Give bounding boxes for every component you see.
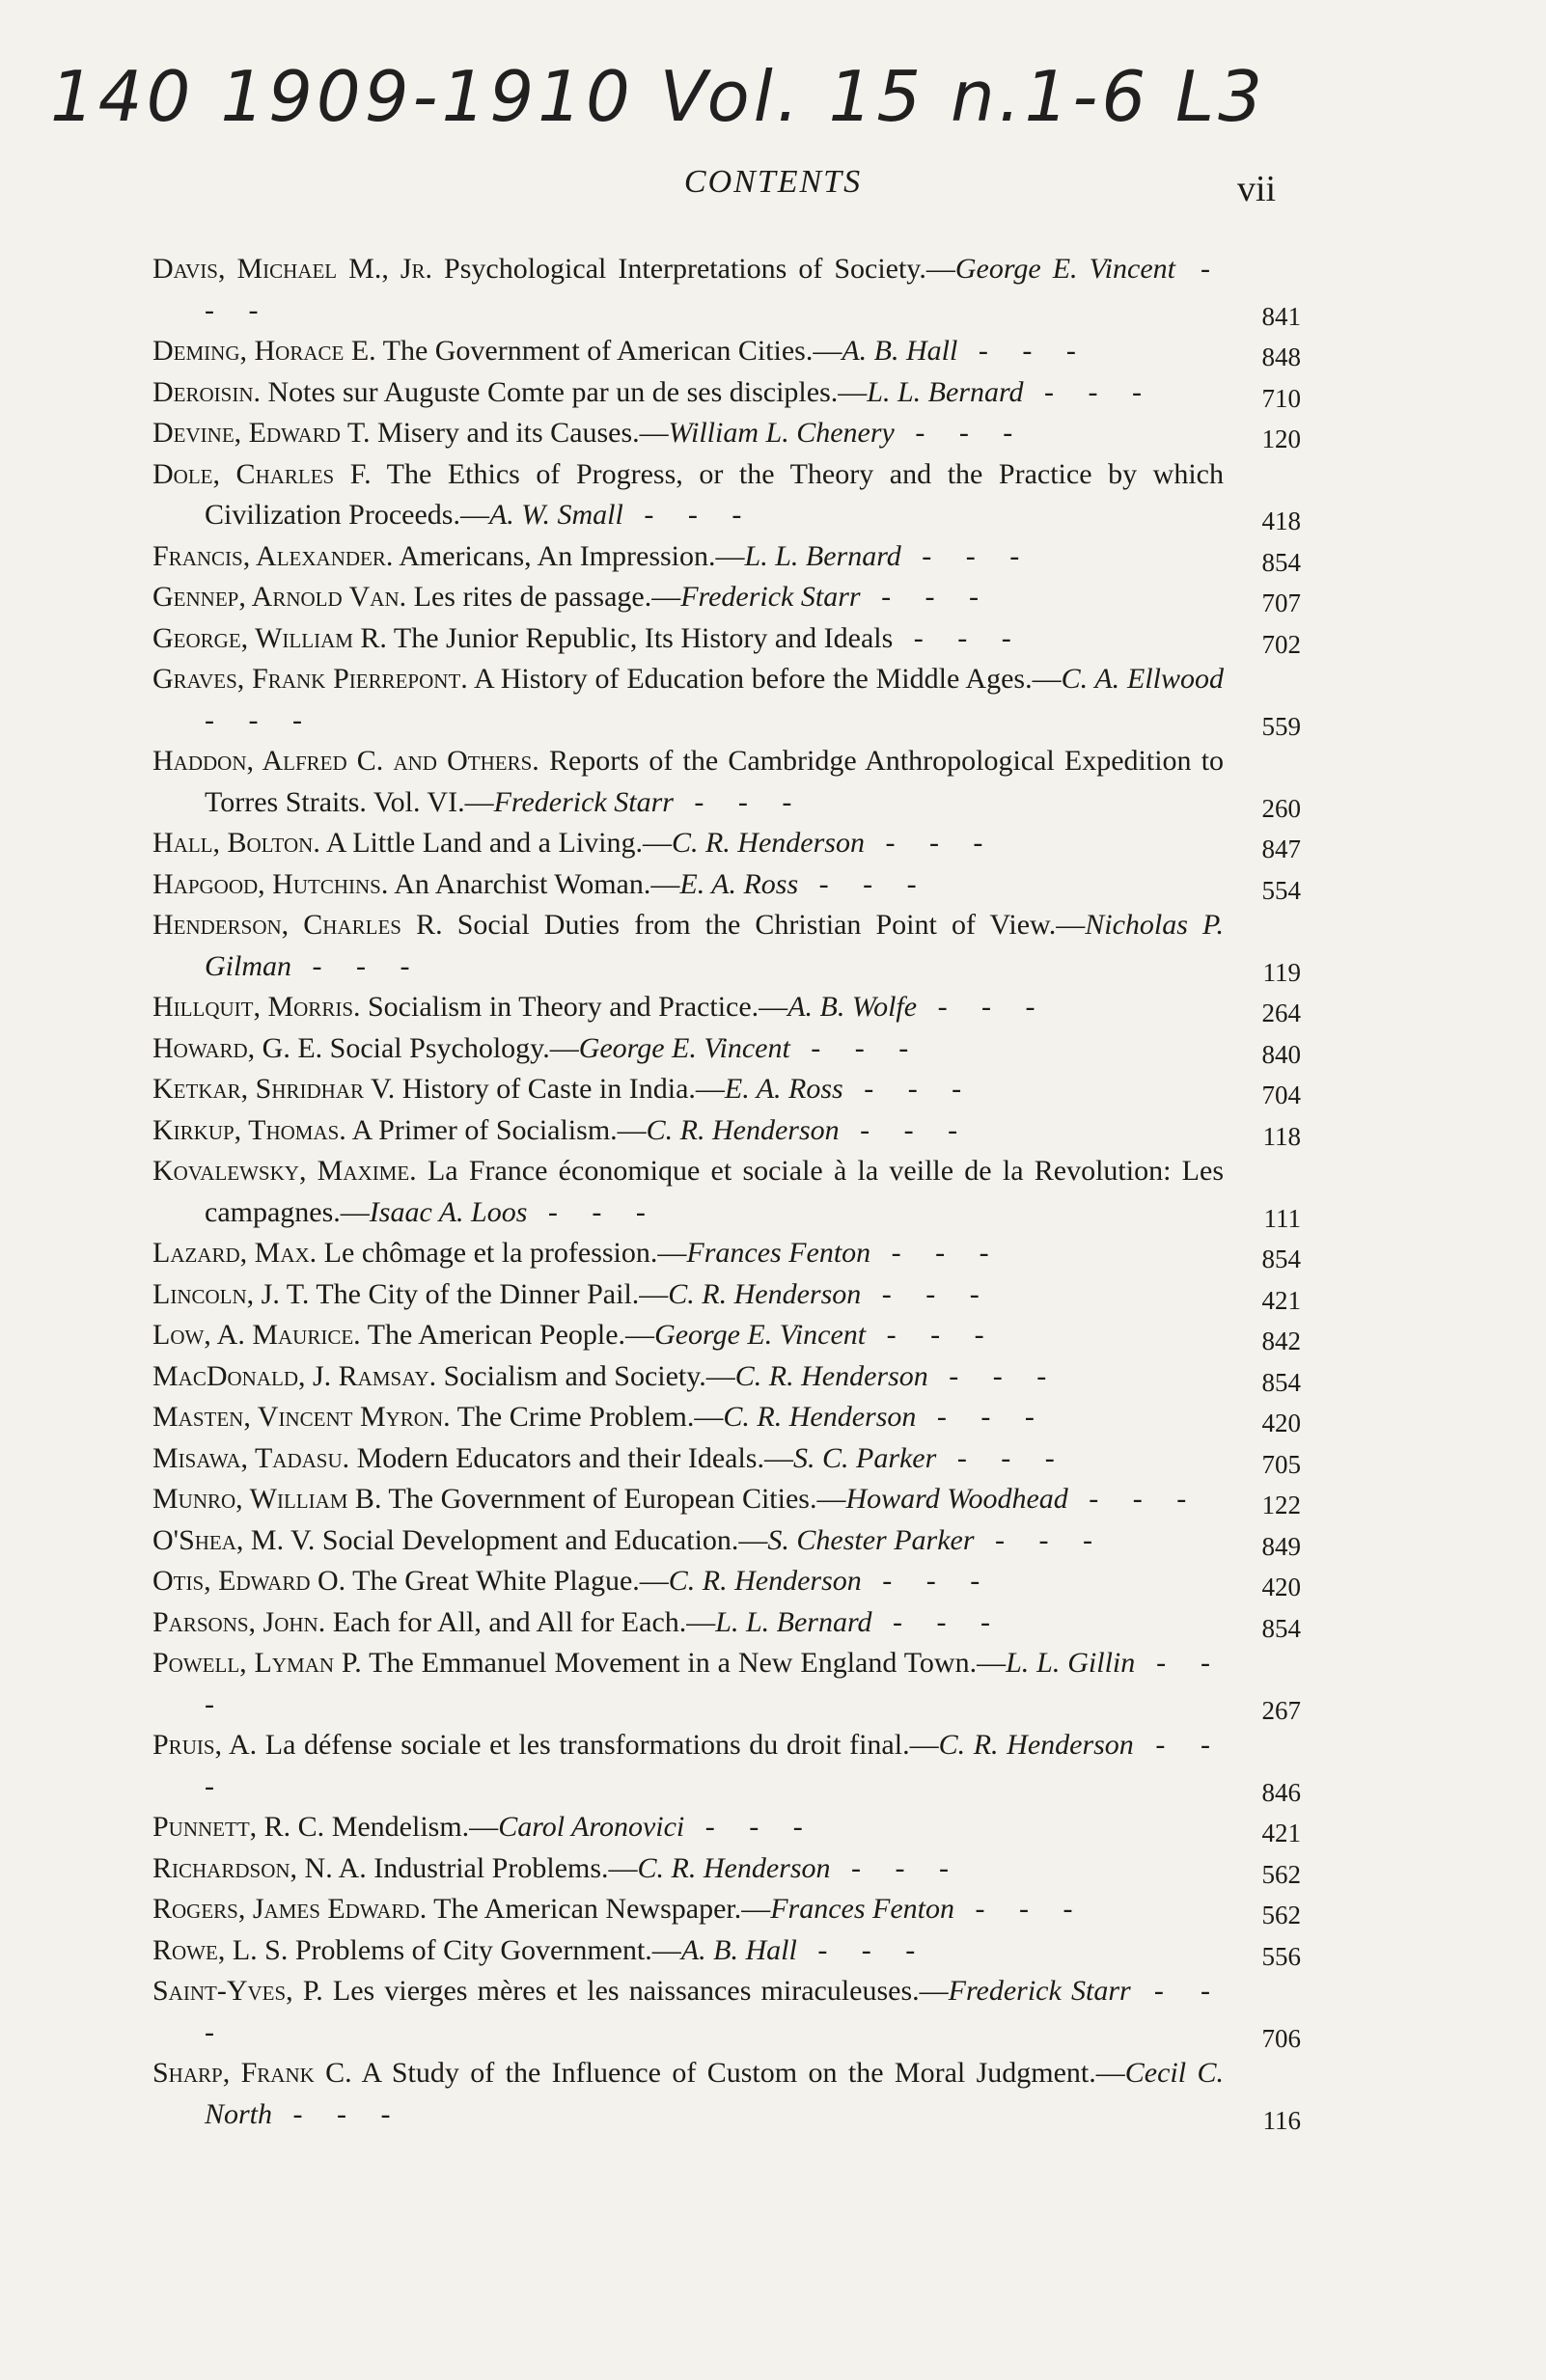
entry-title: An Anarchist Woman.—: [394, 867, 680, 900]
entry-reviewer: L. L. Bernard: [715, 1605, 872, 1638]
entry-page-number: 849: [1261, 1531, 1301, 1561]
entry-title: Social Psychology.—: [329, 1031, 579, 1064]
entry-title: Social Development and Education.—: [321, 1523, 768, 1556]
leader-dashes: - - -: [272, 2097, 404, 2130]
entry-title: The American Newspaper.—: [433, 1893, 771, 1925]
entry-title: The Government of American Cities.—: [382, 335, 842, 367]
entry-title: A Study of the Influence of Custom on the Moral Judgment.—: [361, 2057, 1125, 2089]
leader-dashes: - - -: [870, 1237, 1003, 1269]
leader-dashes: - - -: [684, 1811, 816, 1843]
contents-entry: [152, 905, 1301, 987]
entry-page-number: 118: [1262, 1121, 1301, 1151]
leader-dashes: - - -: [974, 1523, 1107, 1556]
leader-dashes: - - -: [205, 1729, 1224, 1802]
entry-page-number: 264: [1261, 999, 1301, 1027]
leader-dashes: - - -: [927, 1359, 1061, 1392]
entry-author: Richardson, N. A.: [152, 1851, 367, 1884]
entry-author: Low, A. Maurice.: [152, 1319, 361, 1351]
entry-author: Gennep, Arnold Van.: [152, 581, 407, 613]
entry-title: Industrial Problems.—: [373, 1851, 638, 1884]
leader-dashes: - - -: [860, 581, 993, 613]
entry-reviewer: Carol Aronovici: [498, 1811, 685, 1843]
entry-page-number: 119: [1262, 957, 1301, 987]
entry-title: The Crime Problem.—: [456, 1401, 724, 1433]
entry-title: Les vierges mères et les naissances miraculeuses.—: [332, 1975, 949, 2007]
entry-author: Francis, Alexander.: [152, 539, 394, 572]
entry-page-number: 556: [1261, 1941, 1301, 1971]
entry-author: Ketkar, Shridhar V.: [152, 1073, 396, 1105]
entry-page-number: 116: [1262, 2105, 1301, 2135]
entry-reviewer: Howard Woodhead: [845, 1483, 1068, 1515]
entry-title: The City of the Dinner Pail.—: [316, 1277, 669, 1310]
entry-reviewer: George E. Vincent: [654, 1319, 867, 1351]
contents-entry: [152, 1643, 1301, 1725]
leader-dashes: - - -: [954, 1893, 1087, 1925]
entry-reviewer: William L. Chenery: [668, 417, 895, 449]
entry-title: History of Caste in India.—: [401, 1073, 725, 1105]
entry-reviewer: Nicholas P. Gilman: [205, 909, 1224, 982]
contents-entry: [152, 1069, 1301, 1110]
entry-title: La France économique et sociale à la veille de la Revolution: Les campagnes.—: [205, 1155, 1224, 1228]
entry-author: Punnett, R. C.: [152, 1811, 325, 1843]
entry-page-number: 846: [1261, 1777, 1301, 1807]
entry-reviewer: E. A. Ross: [724, 1073, 843, 1105]
entry-page-number: 854: [1261, 547, 1301, 577]
entry-author: Otis, Edward O.: [152, 1565, 346, 1597]
entry-page-number: 854: [1261, 1367, 1301, 1397]
leader-dashes: - - -: [936, 1441, 1068, 1474]
entry-title: Reports of the Cambridge Anthropological Expedition to Torres Straits. Vol. VI.—: [205, 745, 1225, 818]
entry-reviewer: S. C. Parker: [792, 1441, 937, 1474]
entry-author: Misawa, Tadasu.: [152, 1441, 350, 1474]
entry-page-number: 562: [1261, 1901, 1301, 1929]
leader-dashes: - - -: [917, 991, 1049, 1023]
entry-author: Rowe, L. S.: [152, 1933, 289, 1966]
entry-reviewer: Frederick Starr: [948, 1975, 1131, 2007]
entry-reviewer: C. R. Henderson: [671, 827, 865, 859]
entry-title: A History of Education before the Middle Ages.—: [473, 663, 1062, 695]
entry-reviewer: L. L. Gillin: [1006, 1647, 1136, 1679]
entry-reviewer: C. R. Henderson: [637, 1851, 831, 1884]
entry-author: Sharp, Frank C.: [152, 2057, 352, 2089]
leader-dashes: - - -: [673, 785, 806, 818]
entry-author: Powell, Lyman P.: [152, 1647, 362, 1679]
contents-entry: [152, 536, 1301, 578]
entry-author: Hillquit, Morris.: [152, 991, 361, 1023]
entry-author: Pruis, A.: [152, 1729, 258, 1761]
entry-reviewer: C. R. Henderson: [723, 1401, 917, 1433]
entry-reviewer: C. R. Henderson: [668, 1277, 862, 1310]
entry-author: Haddon, Alfred C. and Others.: [152, 745, 539, 777]
contents-entry: [152, 741, 1301, 823]
contents-entry: [152, 823, 1301, 864]
entry-reviewer: A. W. Small: [488, 499, 623, 531]
leader-dashes: - - -: [916, 1401, 1048, 1433]
leader-dashes: - - -: [861, 1565, 994, 1597]
leader-dashes: - - -: [789, 1031, 923, 1064]
contents-entry: [152, 372, 1301, 414]
contents-entry: [152, 1397, 1301, 1438]
contents-entry: [152, 1479, 1301, 1520]
contents-entry: [152, 1151, 1301, 1233]
entry-reviewer: A. B. Hall: [680, 1933, 797, 1966]
contents-entry: [152, 987, 1301, 1028]
entry-title: The American People.—: [367, 1319, 655, 1351]
entry-title: Socialism in Theory and Practice.—: [368, 991, 788, 1023]
contents-entry: [152, 1520, 1301, 1562]
page-title: CONTENTS: [683, 164, 863, 200]
leader-dashes: - - -: [839, 1113, 972, 1146]
entry-author: Howard, G. E.: [152, 1031, 323, 1064]
entry-title: Modern Educators and their Ideals.—: [356, 1441, 793, 1474]
contents-entry: [152, 1889, 1301, 1930]
contents-entry: [152, 1233, 1301, 1274]
entry-title: Mendelism.—: [331, 1811, 499, 1843]
entry-title: Les rites de passage.—: [413, 581, 681, 613]
leader-dashes: - - -: [864, 827, 997, 859]
entry-title: Misery and its Causes.—: [377, 417, 669, 449]
entry-page-number: 840: [1261, 1039, 1301, 1069]
entry-page-number: 706: [1261, 2023, 1301, 2053]
entry-title: The Junior Republic, Its History and Ideals: [393, 621, 894, 654]
entry-reviewer: L. L. Bernard: [867, 375, 1024, 408]
entry-page-number: 421: [1261, 1285, 1301, 1315]
leader-dashes: - - -: [1067, 1483, 1201, 1515]
leader-dashes: - - -: [205, 253, 1224, 326]
leader-dashes: - - -: [842, 1073, 976, 1105]
leader-dashes: - - -: [205, 1647, 1225, 1720]
entry-reviewer: E. A. Ross: [679, 867, 799, 900]
entry-title: The Emmanuel Movement in a New England Town.—: [369, 1647, 1007, 1679]
entry-title: Each for All, and All for Each.—: [332, 1605, 716, 1638]
leader-dashes: - - -: [830, 1851, 962, 1884]
entry-title: A Little Land and a Living.—: [325, 827, 672, 859]
entry-page-number: 562: [1261, 1859, 1301, 1889]
entry-author: George, William R.: [152, 621, 387, 654]
contents-entry: [152, 413, 1301, 454]
leader-dashes: - - -: [893, 621, 1025, 654]
entry-page-number: 420: [1261, 1573, 1301, 1601]
entry-author: Devine, Edward T.: [152, 417, 371, 449]
contents-entry: [152, 1356, 1301, 1398]
entry-reviewer: Frederick Starr: [493, 785, 674, 818]
contents-entry: [152, 1971, 1301, 2053]
entry-page-number: 559: [1261, 711, 1301, 741]
entry-author: Parsons, John.: [152, 1605, 326, 1638]
entry-title: Socialism and Society.—: [443, 1359, 735, 1392]
entry-author: Hapgood, Hutchins.: [152, 867, 389, 900]
entry-reviewer: C. A. Ellwood: [1061, 663, 1224, 695]
entry-reviewer: C. R. Henderson: [668, 1565, 862, 1597]
contents-entry: [152, 1602, 1301, 1644]
entry-page-number: 842: [1261, 1327, 1301, 1355]
leader-dashes: - - -: [205, 1975, 1224, 2048]
contents-entry: [152, 1848, 1301, 1890]
entry-page-number: 111: [1263, 1203, 1301, 1233]
entry-title: A Primer of Socialism.—: [351, 1113, 647, 1146]
entry-page-number: 122: [1261, 1491, 1301, 1519]
contents-entry: [152, 454, 1301, 536]
entry-reviewer: C. R. Henderson: [734, 1359, 928, 1392]
contents-entry: [152, 1725, 1301, 1807]
entry-page-number: 705: [1261, 1449, 1301, 1479]
leader-dashes: - - -: [527, 1195, 659, 1228]
contents-entry: [152, 1274, 1301, 1316]
entry-author: Saint-Yves, P.: [152, 1975, 323, 2007]
leader-dashes: - - -: [900, 539, 1034, 572]
leader-dashes: - - -: [291, 949, 424, 982]
page-header: [0, 164, 1546, 212]
leader-dashes: - - -: [871, 1605, 1005, 1638]
contents-entry: [152, 1930, 1301, 1972]
contents-entry: [152, 577, 1301, 618]
contents-entry: [152, 618, 1301, 660]
entry-author: Deroisin.: [152, 375, 261, 408]
entry-page-number: 702: [1261, 629, 1301, 659]
entry-title: The Great White Plague.—: [352, 1565, 669, 1597]
contents-entry: [152, 864, 1301, 906]
entry-author: Graves, Frank Pierrepont.: [152, 663, 468, 695]
entry-page-number: 420: [1261, 1409, 1301, 1437]
leader-dashes: - - -: [205, 703, 316, 736]
entry-reviewer: George E. Vincent: [578, 1031, 790, 1064]
leader-dashes: - - -: [1023, 375, 1155, 408]
entry-page-number: 120: [1261, 424, 1301, 453]
entry-author: Hall, Bolton.: [152, 827, 320, 859]
entry-title: The Ethics of Progress, or the Theory and the Practice by which Civilization Proceeds.—: [205, 457, 1224, 531]
contents-list: [152, 249, 1301, 2135]
entry-author: O'Shea, M. V.: [152, 1523, 316, 1556]
entry-reviewer: Frances Fenton: [770, 1893, 954, 1925]
entry-page-number: 267: [1261, 1695, 1301, 1725]
entry-page-number: 854: [1261, 1613, 1301, 1643]
entry-author: Deming, Horace E.: [152, 335, 376, 367]
entry-author: Henderson, Charles R.: [152, 909, 443, 941]
entry-reviewer: C. R. Henderson: [646, 1113, 840, 1146]
page-number: vii: [1237, 169, 1277, 209]
entry-author: Lincoln, J. T.: [152, 1277, 310, 1310]
leader-dashes: - - -: [798, 867, 930, 900]
leader-dashes: - - -: [894, 417, 1027, 449]
entry-reviewer: S. Chester Parker: [767, 1523, 975, 1556]
contents-entry: [152, 659, 1301, 741]
entry-title: Notes sur Auguste Comte par un de ses disciples.—: [267, 375, 868, 408]
entry-page-number: 848: [1261, 342, 1301, 371]
entry-page-number: 710: [1261, 383, 1301, 413]
contents-entry: [152, 1438, 1301, 1480]
entry-page-number: 841: [1261, 301, 1301, 331]
entry-reviewer: Isaac A. Loos: [369, 1195, 528, 1228]
entry-reviewer: C. R. Henderson: [938, 1729, 1134, 1761]
entry-reviewer: Cecil C. North: [205, 2057, 1224, 2130]
entry-page-number: 260: [1261, 793, 1301, 823]
entry-reviewer: Frances Fenton: [686, 1237, 871, 1269]
entry-author: Kirkup, Thomas.: [152, 1113, 346, 1146]
entry-page-number: 847: [1261, 834, 1301, 863]
entry-page-number: 418: [1261, 506, 1301, 535]
contents-entry: [152, 2053, 1301, 2135]
contents-entry: [152, 331, 1301, 372]
entry-page-number: 421: [1261, 1819, 1301, 1847]
leader-dashes: - - -: [622, 499, 756, 531]
entry-reviewer: L. L. Bernard: [744, 539, 901, 572]
leader-dashes: - - -: [861, 1277, 993, 1310]
entry-author: MacDonald, J. Ramsay.: [152, 1359, 437, 1392]
entry-reviewer: Frederick Starr: [680, 581, 861, 613]
entry-page-number: 554: [1261, 875, 1301, 905]
entry-title: La défense sociale et les transformations du droit final.—: [264, 1729, 939, 1761]
leader-dashes: - - -: [957, 335, 1090, 367]
entry-page-number: 704: [1261, 1081, 1301, 1109]
entry-page-number: 707: [1261, 588, 1301, 617]
entry-title: Problems of City Government.—: [294, 1933, 681, 1966]
leader-dashes: - - -: [796, 1933, 929, 1966]
leader-dashes: - - -: [866, 1319, 998, 1351]
contents-entry: [152, 249, 1301, 331]
entry-author: Rogers, James Edward.: [152, 1893, 428, 1925]
contents-entry: [152, 1028, 1301, 1070]
entry-title: Psychological Interpretations of Society.—: [444, 253, 955, 285]
entry-author: Dole, Charles F.: [152, 457, 372, 490]
contents-entry: [152, 1110, 1301, 1152]
entry-author: Davis, Michael M., Jr.: [152, 253, 433, 285]
entry-title: Americans, An Impression.—: [399, 539, 745, 572]
contents-entry: [152, 1315, 1301, 1356]
contents-entry: [152, 1561, 1301, 1602]
entry-page-number: 854: [1261, 1245, 1301, 1273]
entry-reviewer: George E. Vincent: [954, 253, 1175, 285]
entry-reviewer: A. B. Hall: [842, 335, 958, 367]
entry-author: Lazard, Max.: [152, 1237, 317, 1269]
entry-author: Kovalewsky, Maxime.: [152, 1155, 417, 1187]
entry-title: Social Duties from the Christian Point of View.—: [456, 909, 1086, 941]
entry-title: Le chômage et la profession.—: [323, 1237, 687, 1269]
entry-reviewer: A. B. Wolfe: [787, 991, 918, 1023]
entry-author: Munro, William B.: [152, 1483, 382, 1515]
contents-entry: [152, 1807, 1301, 1848]
entry-author: Masten, Vincent Myron.: [152, 1401, 451, 1433]
handwritten-call-number: 140 1909-1910 Vol. 15 n.1-6 L3: [50, 56, 1266, 137]
entry-title: The Government of European Cities.—: [388, 1483, 846, 1515]
